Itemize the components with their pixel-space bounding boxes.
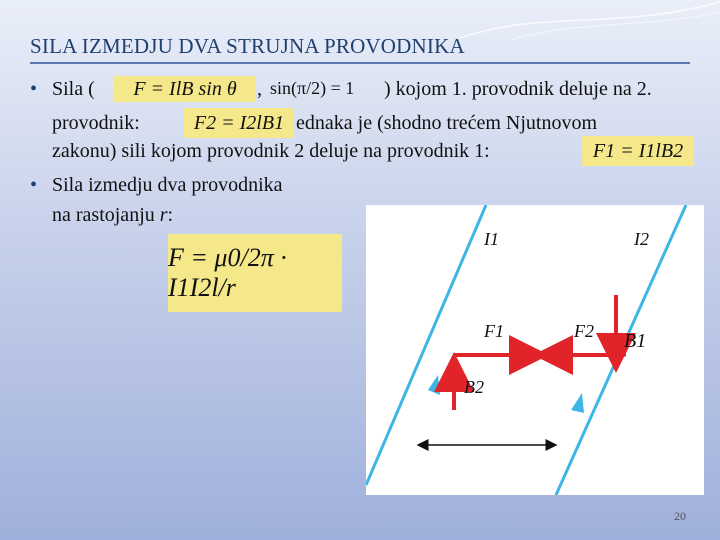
bullet1-suffix: ) kojom 1. provodnik deluje na 2.	[384, 78, 652, 100]
wire-2-arrow	[571, 393, 584, 413]
bullet2-line1: Sila izmedju dva provodnika	[52, 174, 283, 196]
formula-force-between-wires: F = μ0/2π · I1I2l/r	[168, 234, 342, 312]
wire-2	[556, 205, 686, 495]
bullet2-line2-suffix: :	[167, 204, 174, 226]
bullet1-line2-suffix: ednaka je (shodno trećem Njutnovom	[296, 112, 598, 134]
formula-sin-identity: sin(π/2) = 1	[270, 78, 355, 98]
label-b2: B2	[464, 377, 484, 397]
label-b1: B1	[624, 330, 647, 352]
decorative-lines	[420, 0, 720, 40]
bullet2-line2	[52, 202, 173, 228]
two-wire-diagram	[366, 205, 704, 495]
bullet1-separator: ,	[257, 78, 262, 100]
formula-force-sin: F = IlB sin θ	[114, 76, 256, 102]
label-i2: I2	[634, 229, 649, 249]
bullet-marker: •	[30, 78, 38, 100]
bullet2-line2-var: r	[159, 204, 168, 226]
bullet1-line3: zakonu) sili kojom provodnik 2 deluje na provodnik 1:	[52, 140, 490, 162]
label-f2: F2	[574, 321, 594, 341]
formula-f2: F2 = I2lB1	[184, 108, 294, 138]
bullet2-line2-prefix: na rastojanju	[52, 204, 160, 226]
wire-1-arrow	[428, 375, 440, 395]
bullet1-line2-prefix: provodnik:	[52, 112, 140, 134]
title-divider	[30, 62, 690, 64]
wire-1	[366, 205, 486, 485]
bullet1-prefix: Sila (	[52, 78, 95, 100]
page-title: SILA IZMEDJU DVA STRUJNA PROVODNIKA	[30, 34, 465, 58]
bullet-marker: •	[30, 174, 38, 196]
formula-f1: F1 = I1lB2	[582, 136, 694, 166]
page-number: 20	[674, 509, 686, 523]
label-f1: F1	[484, 321, 504, 341]
label-i1: I1	[484, 229, 499, 249]
